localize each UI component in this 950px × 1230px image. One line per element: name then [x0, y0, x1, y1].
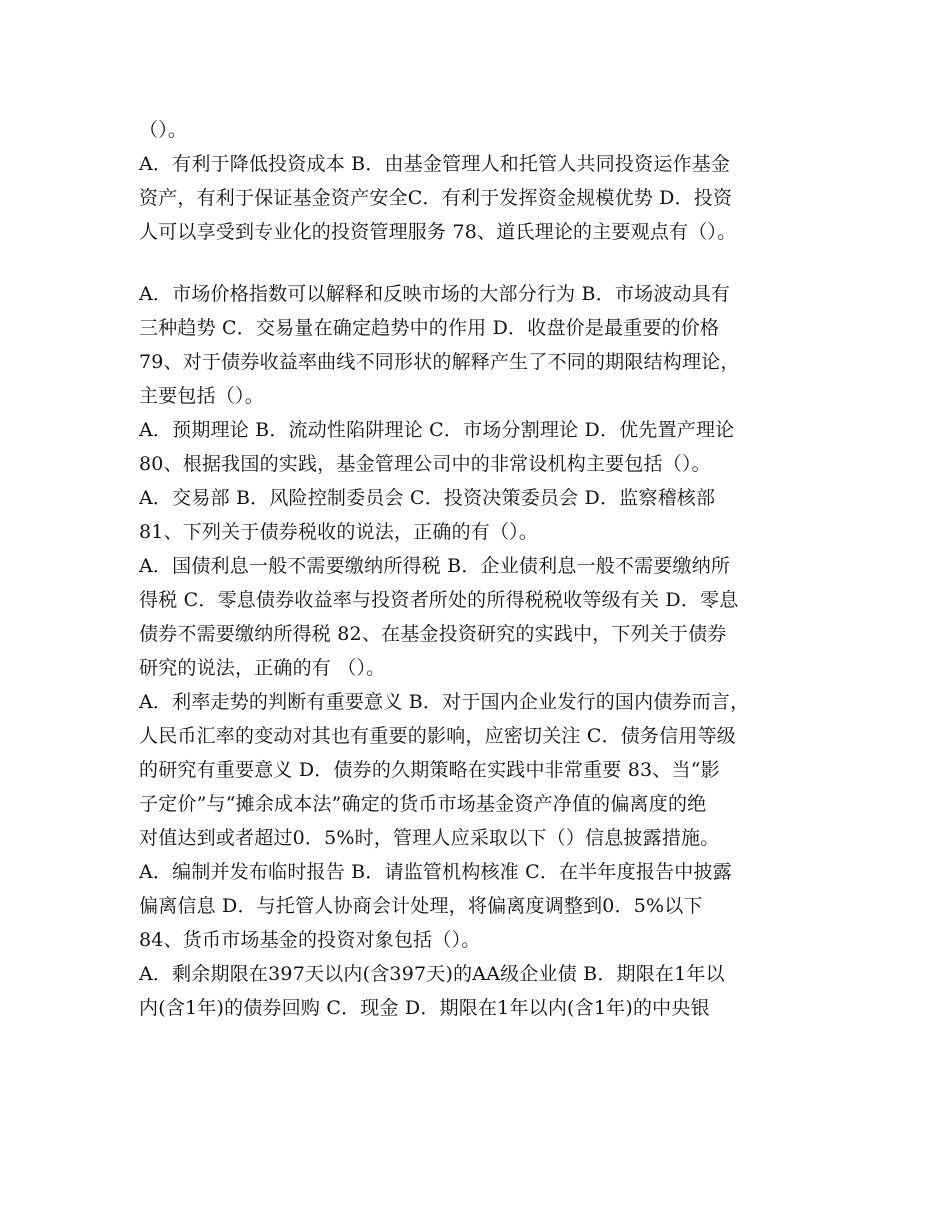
text-line: A．市场价格指数可以解释和反映市场的大部分行为 B．市场波动具有	[139, 283, 731, 305]
text-line: 人可以享受到专业化的投资管理服务 78、道氏理论的主要观点有（）。	[139, 221, 737, 243]
text-line: A．编制并发布临时报告 B．请监管机构核准 C．在半年度报告中披露	[139, 861, 732, 883]
text-line: 79、对于债券收益率曲线不同形状的解释产生了不同的期限结构理论，	[139, 351, 740, 373]
text-line: 偏离信息 D．与托管人协商会计处理，将偏离度调整到0．5%以下	[139, 895, 703, 917]
text-line: 得税 C．零息债券收益率与投资者所处的所得税税收等级有关 D．零息	[139, 589, 739, 611]
text-line: 80、根据我国的实践，基金管理公司中的非常设机构主要包括（）。	[139, 453, 711, 475]
text-line: 三种趋势 C．交易量在确定趋势中的作用 D．收盘价是最重要的价格	[139, 317, 720, 339]
text-line: 子定价”与“摊余成本法”确定的货币市场基金资产净值的偏离度的绝	[139, 793, 707, 815]
text-line: 内(含1年)的债券回购 C．现金 D．期限在1年以内(含1年)的中央银	[139, 997, 710, 1019]
text-line: 84、货币市场基金的投资对象包括（）。	[139, 929, 481, 951]
text-line: 研究的说法，正确的有 （）。	[139, 657, 386, 679]
text-line: 主要包括（）。	[139, 385, 264, 407]
text-line: 对值达到或者超过0．5%时，管理人应采取以下（）信息披露措施。	[139, 827, 720, 849]
text-line: A．有利于降低投资成本 B．由基金管理人和托管人共同投资运作基金	[139, 153, 731, 175]
text-line: A．交易部 B．风险控制委员会 C．投资决策委员会 D．监察稽核部	[139, 487, 716, 509]
text-line: 资产，有利于保证基金资产安全C．有利于发挥资金规模优势 D．投资	[139, 187, 733, 209]
text-line: A．国债利息一般不需要缴纳所得税 B．企业债利息一般不需要缴纳所	[139, 555, 731, 577]
text-line: 的研究有重要意义 D．债券的久期策略在实践中非常重要 83、当“影	[139, 759, 720, 781]
document-text	[139, 113, 829, 1025]
text-line: A．预期理论 B．流动性陷阱理论 C．市场分割理论 D．优先置产理论	[139, 419, 735, 441]
text-line: 81、下列关于债券税收的说法，正确的有（）。	[139, 521, 539, 543]
text-line: A．剩余期限在397天以内(含397天)的AA级企业债 B．期限在1年以	[139, 963, 725, 985]
text-line: A．利率走势的判断有重要意义 B．对于国内企业发行的国内债券而言，	[139, 691, 750, 713]
text-line: 人民币汇率的变动对其也有重要的影响，应密切关注 C．债务信用等级	[139, 725, 736, 747]
text-line: 债券不需要缴纳所得税 82、在基金投资研究的实践中，下列关于债券	[139, 623, 727, 645]
text-line: （）。	[139, 119, 188, 141]
